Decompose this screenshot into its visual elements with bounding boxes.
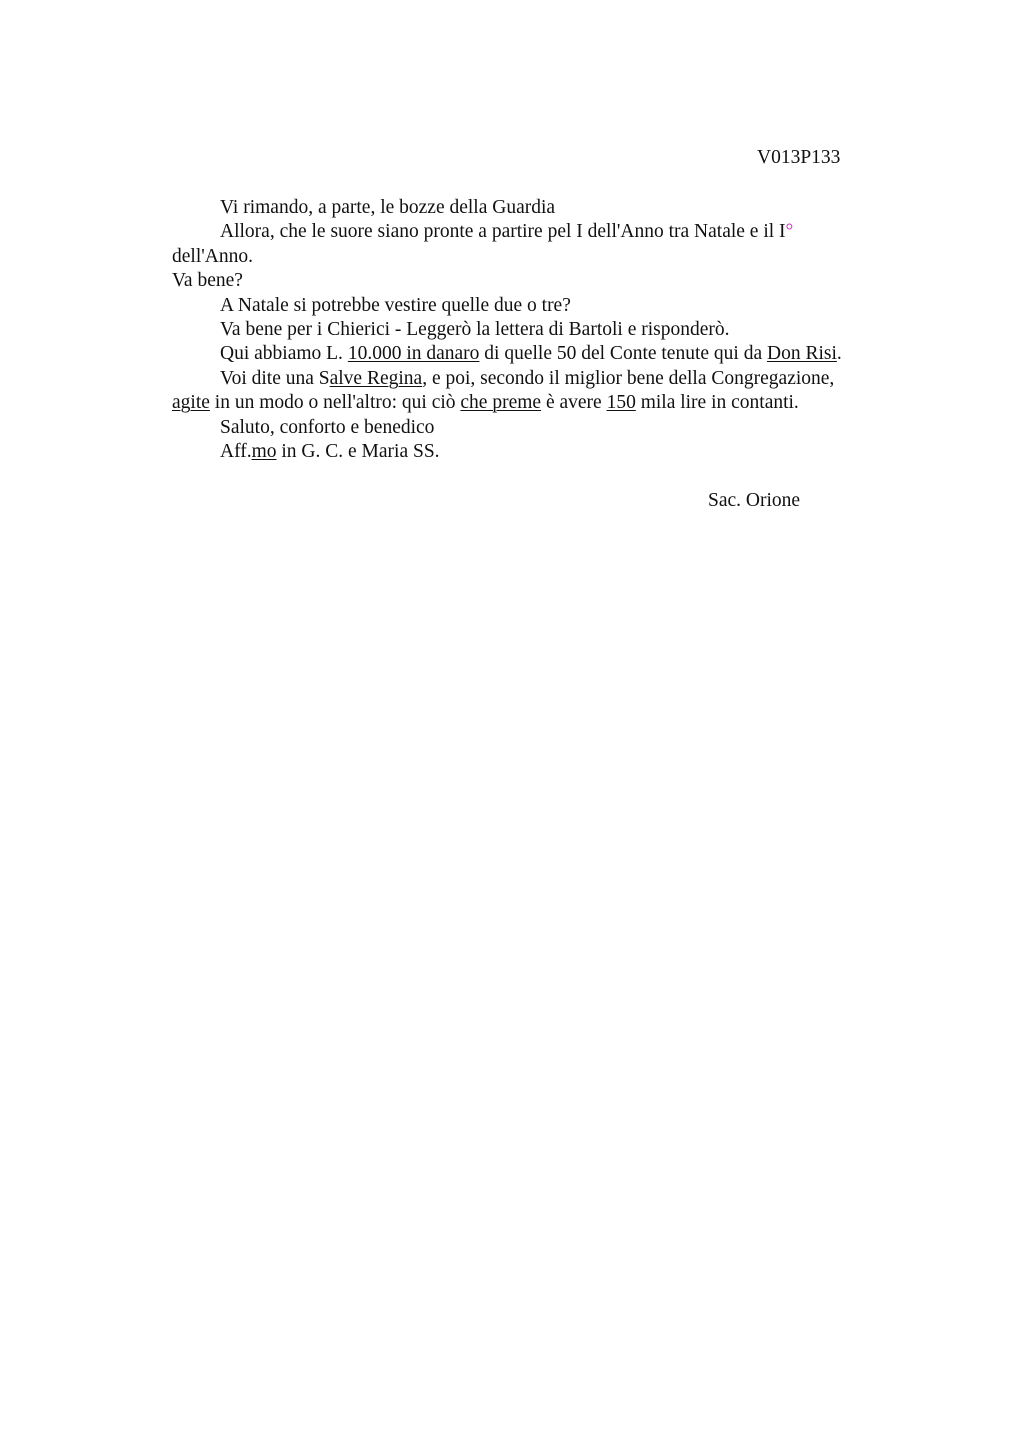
text-segment: Voi dite una S xyxy=(220,367,330,389)
letter-line-6 xyxy=(172,342,892,366)
underlined-phrase: che preme xyxy=(460,392,542,414)
letter-line-2-continued: dell'Anno. xyxy=(172,245,253,267)
underlined-amount: 10.000 in danaro xyxy=(347,343,480,365)
letter-line-2-text: Allora, che le suore siano pronte a partire pel I dell'Anno tra Natale e il I xyxy=(220,221,786,243)
letter-line-9: Saluto, conforto e benedico xyxy=(220,416,435,438)
signature: Sac. Orione xyxy=(708,490,801,511)
letter-line-1: Vi rimando, a parte, le bozze della Guardia xyxy=(220,197,556,218)
letter-line-2 xyxy=(172,220,892,244)
underlined-abbreviation: mo xyxy=(251,441,277,463)
letter-body xyxy=(172,196,892,464)
letter-line-10 xyxy=(172,440,892,464)
text-segment: mila lire in contanti. xyxy=(635,392,799,414)
text-segment: in un modo o nell'altro: qui ciò xyxy=(209,392,461,414)
letter-line-3: Va bene? xyxy=(172,270,243,292)
letter-line-4: A Natale si potrebbe vestire quelle due o tre? xyxy=(220,294,571,316)
text-segment: in G. C. e Maria SS. xyxy=(276,441,440,463)
reference-code: V013P133 xyxy=(757,147,841,168)
text-segment: , e poi, secondo il miglior bene della Congregazione, xyxy=(422,367,835,389)
letter-line-8 xyxy=(172,391,892,415)
letter-line-5: Va bene per i Chierici - Leggerò la lettera di Bartoli e risponderò. xyxy=(220,319,730,341)
text-segment: . xyxy=(836,343,842,365)
text-segment: di quelle 50 del Conte tenute qui da xyxy=(479,343,767,365)
text-segment: Aff. xyxy=(220,441,252,463)
text-segment: Qui abbiamo L. xyxy=(220,343,348,365)
underlined-word: agite xyxy=(172,392,210,414)
letter-line-7 xyxy=(172,367,892,391)
underlined-prayer: alve Regina xyxy=(329,367,423,389)
text-segment: è avere xyxy=(541,392,607,414)
degree-mark: ° xyxy=(785,221,794,243)
underlined-number: 150 xyxy=(606,392,636,414)
underlined-name: Don Risi xyxy=(766,343,837,365)
